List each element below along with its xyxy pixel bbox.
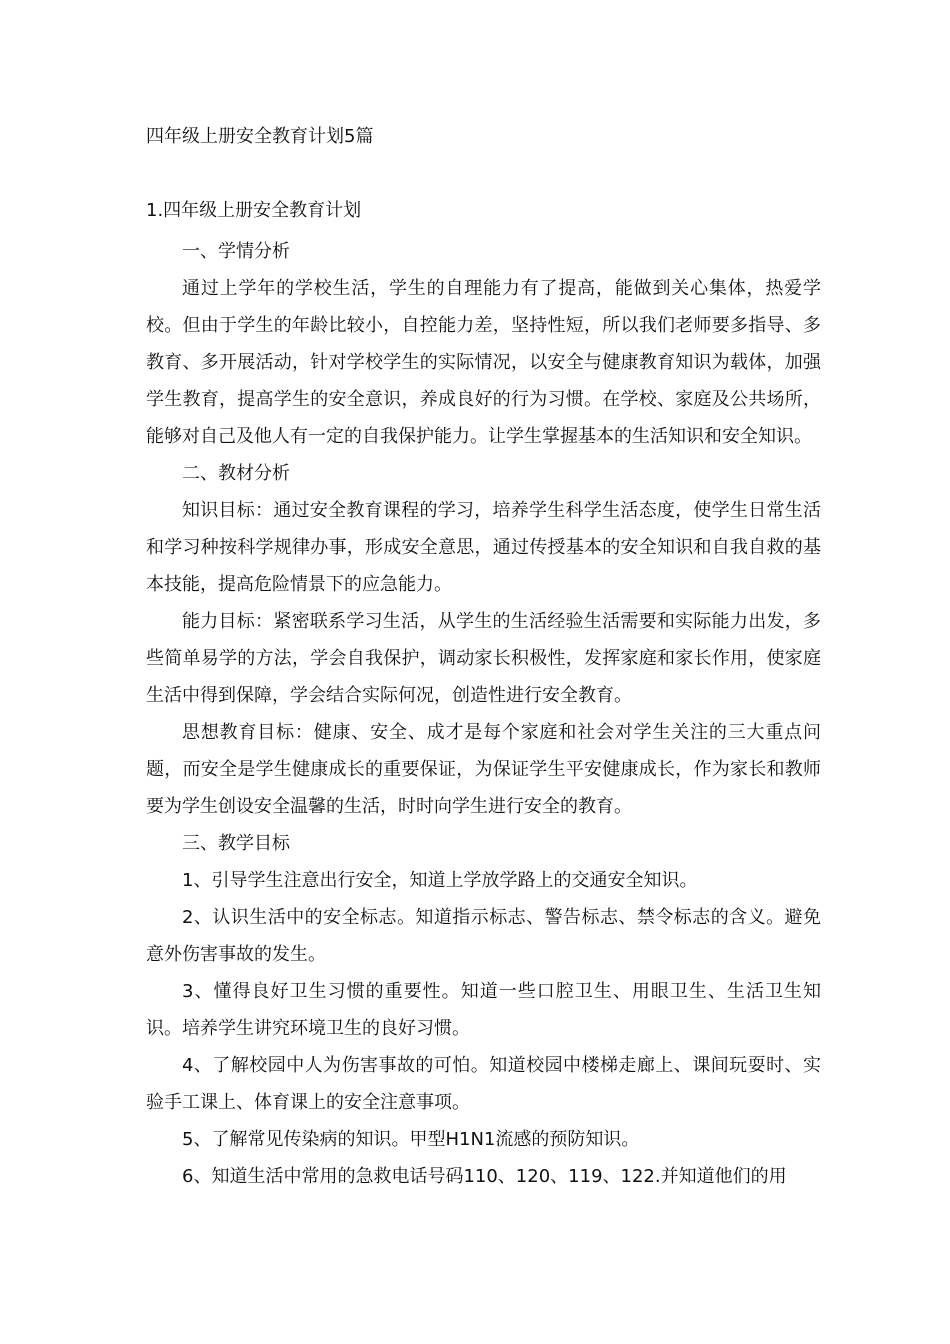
paragraph: 能力目标：紧密联系学习生活，从学生的生活经验生活需要和实际能力出发，多些简单易学的方法，学会自我保护，调动家长积极性，发挥家庭和家长作用，使家庭生活中得到保障，学会结合实际何况，创造性进行安全教育。 xyxy=(146,611,821,706)
heading-teaching-goals: 三、教学目标 xyxy=(182,833,290,854)
list-item: 4、了解校园中人为伤害事故的可怕。知道校园中楼梯走廊上、课间玩耍时、实验手工课上、体育课上的安全注意事项。 xyxy=(146,1055,821,1113)
heading-learning-analysis: 一、学情分析 xyxy=(182,241,290,262)
section-title: 1.四年级上册安全教育计划 xyxy=(146,200,362,221)
heading-textbook-analysis: 二、教材分析 xyxy=(182,463,290,484)
list-item: 2、认识生活中的安全标志。知道指示标志、警告标志、禁令标志的含义。避免意外伤害事故的发生。 xyxy=(146,907,821,965)
paragraph: 知识目标：通过安全教育课程的学习，培养学生科学生活态度，使学生日常生活和学习种按科学规律办事，形成安全意思，通过传授基本的安全知识和自我自救的基本技能，提高危险情景下的应急能力。 xyxy=(146,500,821,595)
list-item: 6、知道生活中常用的急救电话号码110、120、119、122.并知道他们的用 xyxy=(182,1166,787,1187)
list-item: 1、引导学生注意出行安全，知道上学放学路上的交通安全知识。 xyxy=(182,870,698,891)
paragraph: 通过上学年的学校生活，学生的自理能力有了提高，能做到关心集体，热爱学校。但由于学生的年龄比较小，自控能力差，坚持性短，所以我们老师要多指导、多教育、多开展活动，针对学校学生的实际情况，以安全与健康教育知识为载体，加强学生教育，提高学生的安全意识，养成良好的行为习惯。在学校、家庭及公共场所，能够对自己及他人有一定的自我保护能力。让学生掌握基本的生活知识和安全知识。 xyxy=(146,278,821,447)
document-title: 四年级上册安全教育计划5篇 xyxy=(146,126,374,147)
list-item: 5、了解常见传染病的知识。甲型H1N1流感的预防知识。 xyxy=(182,1129,640,1150)
list-item: 3、懂得良好卫生习惯的重要性。知道一些口腔卫生、用眼卫生、生活卫生知识。培养学生讲究环境卫生的良好习惯。 xyxy=(146,981,821,1039)
paragraph: 思想教育目标：健康、安全、成才是每个家庭和社会对学生关注的三大重点问题，而安全是学生健康成长的重要保证，为保证学生平安健康成长，作为家长和教师要为学生创设安全温馨的生活，时时向学生进行安全的教育。 xyxy=(146,722,821,817)
document-body xyxy=(146,233,821,1195)
